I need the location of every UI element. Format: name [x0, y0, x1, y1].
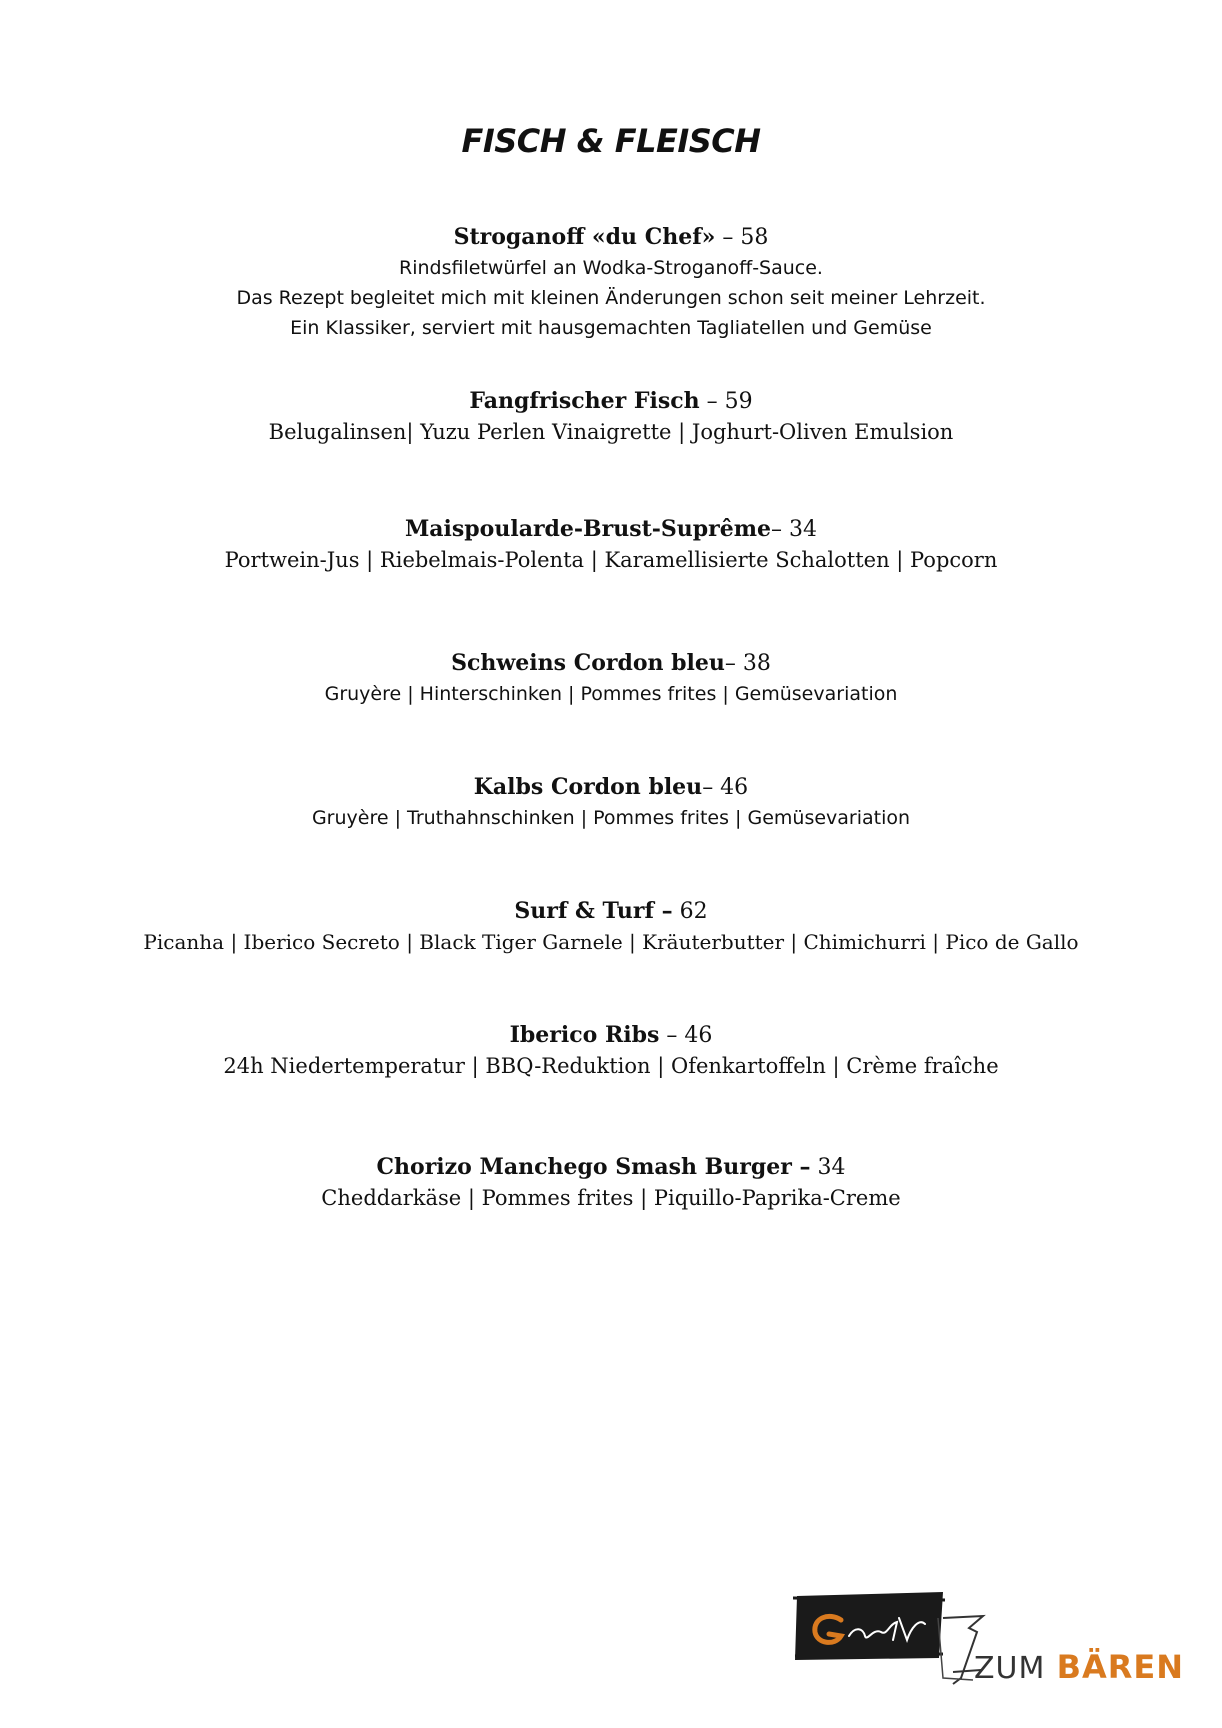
page-title: FISCH & FLEISCH	[461, 122, 761, 160]
item-name: Kalbs Cordon bleu	[473, 774, 703, 800]
menu-item-kalbs-cordon-bleu	[0, 772, 1222, 833]
item-price: – 34	[771, 517, 818, 542]
item-price: – 38	[724, 651, 771, 676]
item-price: – 58	[715, 225, 769, 250]
item-name: Schweins Cordon bleu	[451, 650, 725, 676]
item-description-line: Portwein-Jus | Riebelmais-Polenta | Karamellisierte Schalotten | Popcorn	[224, 548, 998, 572]
item-description-line: Picanha | Iberico Secreto | Black Tiger Garnele | Kräuterbutter | Chimichurri | Pico de Gallo	[143, 930, 1079, 954]
item-description-line: Gruyère | Truthahnschinken | Pommes frites | Gemüsevariation	[311, 807, 911, 829]
item-description-line: Belugalinsen| Yuzu Perlen Vinaigrette | Joghurt-Oliven Emulsion	[268, 420, 954, 444]
logo-wordmark: ZUM BÄREN	[974, 1648, 1185, 1686]
item-heading	[0, 1152, 1222, 1183]
item-heading	[0, 514, 1222, 545]
menu-item-fisch	[0, 386, 1222, 447]
item-price: – 59	[699, 389, 753, 414]
menu-item-stroganoff	[0, 222, 1222, 343]
menu-item-iberico-ribs	[0, 1020, 1222, 1081]
item-name: Surf & Turf –	[514, 898, 673, 924]
menu-item-schweins-cordon-bleu	[0, 648, 1222, 709]
item-name: Iberico Ribs	[509, 1022, 660, 1048]
item-price: 34	[810, 1155, 846, 1180]
item-description-line: Gruyère | Hinterschinken | Pommes frites | Gemüsevariation	[324, 683, 898, 705]
item-name: Fangfrischer Fisch	[469, 388, 700, 414]
item-heading	[0, 772, 1222, 803]
item-description-line: Das Rezept begleitet mich mit kleinen Änderungen schon seit meiner Lehrzeit.	[236, 287, 986, 309]
item-description-line: 24h Niedertemperatur | BBQ-Reduktion | Ofenkartoffeln | Crème fraîche	[223, 1054, 999, 1078]
item-heading	[0, 648, 1222, 679]
item-name: Stroganoff «du Chef»	[453, 224, 716, 250]
item-description-line: Rindsfiletwürfel an Wodka-Stroganoff-Sauce.	[399, 257, 823, 279]
item-heading	[0, 222, 1222, 253]
restaurant-logo	[793, 1588, 1185, 1698]
item-heading	[0, 386, 1222, 417]
item-heading	[0, 896, 1222, 927]
item-price: – 46	[702, 775, 749, 800]
item-description-line: Ein Klassiker, serviert mit hausgemachten Tagliatellen und Gemüse	[290, 317, 932, 339]
menu-item-surf-turf	[0, 896, 1222, 957]
item-name: Chorizo Manchego Smash Burger –	[376, 1154, 811, 1180]
menu-item-maispoularde	[0, 514, 1222, 575]
item-heading	[0, 1020, 1222, 1051]
menu-item-smash-burger	[0, 1152, 1222, 1213]
item-price: – 46	[659, 1023, 713, 1048]
item-name: Maispoularde-Brust-Suprême	[404, 516, 772, 542]
item-description-line: Cheddarkäse | Pommes frites | Piquillo-Paprika-Creme	[321, 1186, 901, 1210]
item-price: 62	[672, 899, 708, 924]
